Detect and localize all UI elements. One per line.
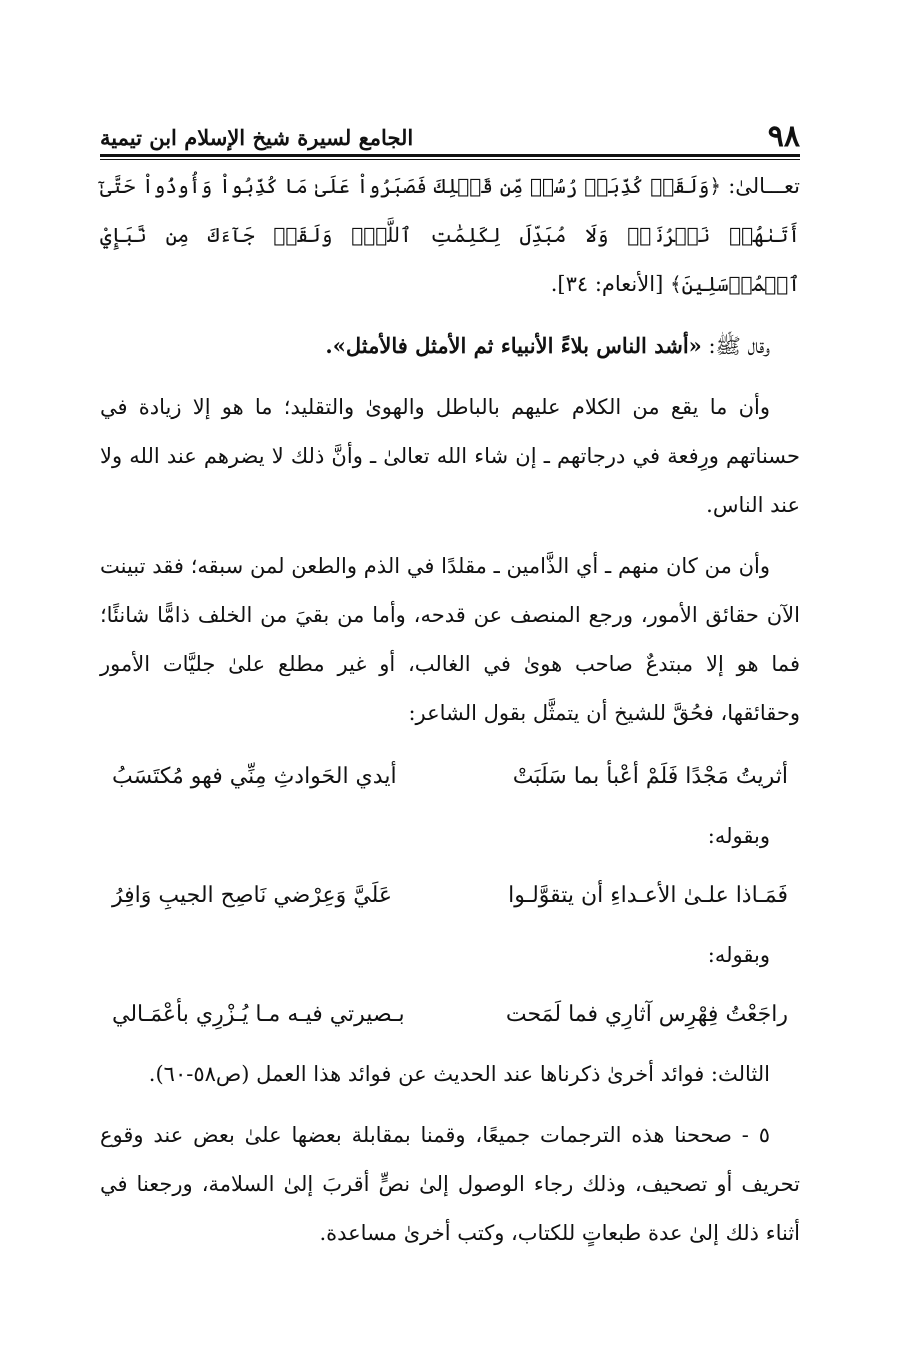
verse-1-second-hemistich: أيدي الحَوادثِ مِنِّي فهو مُكتَسَبُ [112, 764, 397, 789]
quran-paragraph [100, 162, 800, 309]
page-body [100, 162, 800, 1270]
hadith-intro: وقال ﷺ: [701, 334, 770, 358]
quran-reference: [الأنعام: ٣٤]. [550, 272, 670, 296]
page-number: ٩٨ [767, 119, 800, 154]
poem-lead-2: وبقوله: [707, 943, 770, 967]
running-title: الجامع لسيرة شيخ الإسلام ابن تيمية [100, 125, 414, 150]
poem-verse-2 [100, 869, 800, 923]
header-rule [100, 154, 800, 160]
quran-verse: ﴿وَلَقَدۡ كُذِّبَتۡ رُسُلٞ مِّن قَبۡلِكَ فَصَبَرُواْ عَلَىٰ مَا كُذِّبُواْ وَأُوذُواْ حَتَّىٰٓ أَتَىٰهُمۡ نَصۡرُنَاۚ وَلَا مُبَدِّلَ لِكَلِمَٰتِ ٱللَّهِۚ وَلَقَدۡ جَآءَكَ مِن نَّبَإِيْ ٱلۡمُرۡسَلِينَ﴾ [100, 174, 800, 296]
quran-intro: تعـــالىٰ: [721, 174, 801, 198]
verse-1-first-hemistich: أثريتُ مَجْدًا فَلَمْ أعْبأ بما سَلَبَتْ [512, 764, 788, 789]
verse-2-first-hemistich: فَمَـاذا علـىٰ الأعـداءِ أن يتقوَّلـوا [508, 883, 788, 908]
paragraph-2: وأن من كان منهم ـ أي الذَّامين ـ مقلدًا في الذم والطعن لمن سبقه؛ فقد تبينت الآن حقائق الأمور، ورجع المنصف عن قدحه، وأما من بقيَ من الخلف ذامًّا شانئًا؛ فما هو إلا مبتدعٌ صاحب هوىٰ في الغالب، أو غير مطلع علىٰ جليَّات الأمور وحقائقها، فحُقَّ للشيخ أن يتمثَّل بقول الشاعر: [100, 554, 800, 725]
poem-lead-1: وبقوله: [707, 824, 770, 848]
page-header [100, 108, 800, 152]
poem-verse-3 [100, 988, 800, 1042]
hadith-paragraph [100, 321, 800, 371]
poem-verse-1 [100, 750, 800, 804]
verse-3-second-hemistich: بـصيرتي فيـه مـا يُـزْرِي بأعْمَـالي [112, 1002, 405, 1027]
hadith-text: «أشد الناس بلاءً الأنبياء ثم الأمثل فالأمثل». [325, 333, 702, 358]
paragraph-3: الثالث: فوائد أخرىٰ ذكرناها عند الحديث عن فوائد هذا العمل (ص٥٨-٦٠). [148, 1062, 770, 1086]
verse-3-first-hemistich: راجَعْتُ فِهْرِس آثارِي فما لَمَحت [505, 1002, 788, 1027]
paragraph-4: ٥ - صححنا هذه الترجمات جميعًا، وقمنا بمقابلة بعضها علىٰ بعض عند وقوع تحريف أو تصحيف، وذلك رجاء الوصول إلىٰ نصٍّ أقربَ إلىٰ السلامة، ورجعنا في أثناء ذلك إلىٰ عدة طبعاتٍ للكتاب، وكتب أخرىٰ مساعدة. [100, 1123, 800, 1245]
paragraph-1: وأن ما يقع من الكلام عليهم بالباطل والهوىٰ والتقليد؛ ما هو إلا زيادة في حسناتهم ورِفعة في درجاتهم ـ إن شاء الله تعالىٰ ـ وأنَّ ذلك لا يضرهم عند الله ولا عند الناس. [100, 395, 800, 517]
verse-2-second-hemistich: عَلَيَّ وَعِرْضي نَاصِح الجيبِ وَافِرُ [112, 883, 392, 908]
